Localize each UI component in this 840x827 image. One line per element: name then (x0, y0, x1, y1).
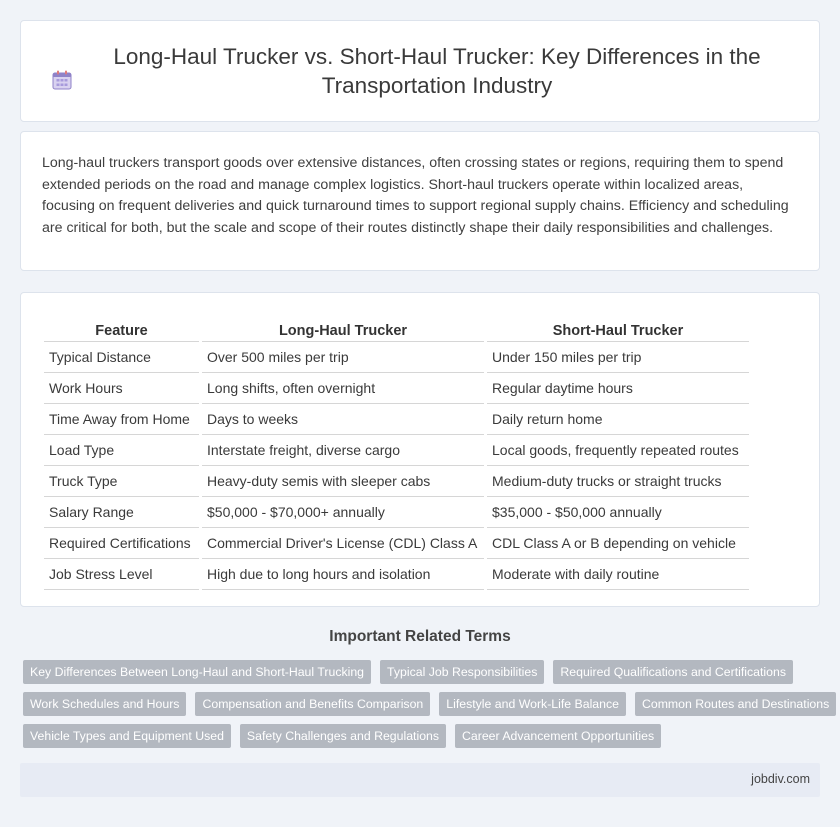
page-title: Long-Haul Trucker vs. Short-Haul Trucker: Key Differences in the Transportation Industry (113, 44, 761, 98)
intro-text: Long-haul truckers transport goods over extensive distances, often crossing states or regions, requiring them to spend extended periods on the road and manage complex logistics. Short-haul truckers operate within localized areas, focusing on frequent deliveries and quick turnaround times to support regional supply chains. Efficiency and scheduling are critical for both, but the scale and scope of their routes distinctly shape their daily responsibilities and challenges. (42, 155, 789, 236)
feature-cell: Truck Type (44, 466, 199, 497)
table-row (44, 342, 749, 373)
long-haul-cell: Long shifts, often overnight (202, 373, 484, 404)
long-haul-cell: Heavy-duty semis with sleeper cabs (202, 466, 484, 497)
related-terms-tags (23, 660, 830, 756)
intro-card (20, 131, 820, 271)
feature-cell: Load Type (44, 435, 199, 466)
comparison-table (41, 312, 752, 590)
related-terms-title: Important Related Terms (329, 628, 511, 645)
table-row (44, 528, 749, 559)
feature-cell: Work Hours (44, 373, 199, 404)
short-haul-cell: Regular daytime hours (487, 373, 749, 404)
related-term-tag[interactable]: Required Qualifications and Certifications (553, 660, 793, 684)
long-haul-cell: Interstate freight, diverse cargo (202, 435, 484, 466)
tag-row (23, 724, 823, 756)
tag-row (23, 660, 823, 692)
header-short-haul: Short-Haul Trucker (487, 312, 749, 342)
comparison-table-card (20, 292, 820, 607)
short-haul-cell: Under 150 miles per trip (487, 342, 749, 373)
long-haul-cell: High due to long hours and isolation (202, 559, 484, 590)
table-row (44, 373, 749, 404)
long-haul-cell: Commercial Driver's License (CDL) Class A (202, 528, 484, 559)
related-term-tag[interactable]: Key Differences Between Long-Haul and Short-Haul Trucking (23, 660, 371, 684)
tag-row (23, 692, 830, 724)
short-haul-cell: CDL Class A or B depending on vehicle (487, 528, 749, 559)
feature-cell: Time Away from Home (44, 404, 199, 435)
table-header-row (44, 312, 749, 342)
header-long-haul: Long-Haul Trucker (202, 312, 484, 342)
long-haul-cell: $50,000 - $70,000+ annually (202, 497, 484, 528)
table-row (44, 559, 749, 590)
feature-cell: Salary Range (44, 497, 199, 528)
related-term-tag[interactable]: Typical Job Responsibilities (380, 660, 544, 684)
related-term-tag[interactable]: Common Routes and Destinations (635, 692, 836, 716)
feature-cell: Typical Distance (44, 342, 199, 373)
title-wrap (50, 42, 790, 100)
related-term-tag[interactable]: Lifestyle and Work-Life Balance (439, 692, 626, 716)
title-card (20, 20, 820, 122)
related-term-tag[interactable]: Career Advancement Opportunities (455, 724, 661, 748)
short-haul-cell: Daily return home (487, 404, 749, 435)
feature-cell: Job Stress Level (44, 559, 199, 590)
short-haul-cell: Moderate with daily routine (487, 559, 749, 590)
related-term-tag[interactable]: Safety Challenges and Regulations (240, 724, 446, 748)
calendar-icon (50, 68, 74, 92)
short-haul-cell: Medium-duty trucks or straight trucks (487, 466, 749, 497)
footer (20, 763, 820, 797)
table-row (44, 466, 749, 497)
header-feature: Feature (44, 312, 199, 342)
table-row (44, 435, 749, 466)
related-term-tag[interactable]: Vehicle Types and Equipment Used (23, 724, 231, 748)
table-row (44, 404, 749, 435)
long-haul-cell: Over 500 miles per trip (202, 342, 484, 373)
short-haul-cell: Local goods, frequently repeated routes (487, 435, 749, 466)
related-term-tag[interactable]: Work Schedules and Hours (23, 692, 186, 716)
long-haul-cell: Days to weeks (202, 404, 484, 435)
related-term-tag[interactable]: Compensation and Benefits Comparison (195, 692, 430, 716)
short-haul-cell: $35,000 - $50,000 annually (487, 497, 749, 528)
feature-cell: Required Certifications (44, 528, 199, 559)
table-row (44, 497, 749, 528)
footer-site-link[interactable]: jobdiv.com (751, 772, 810, 786)
